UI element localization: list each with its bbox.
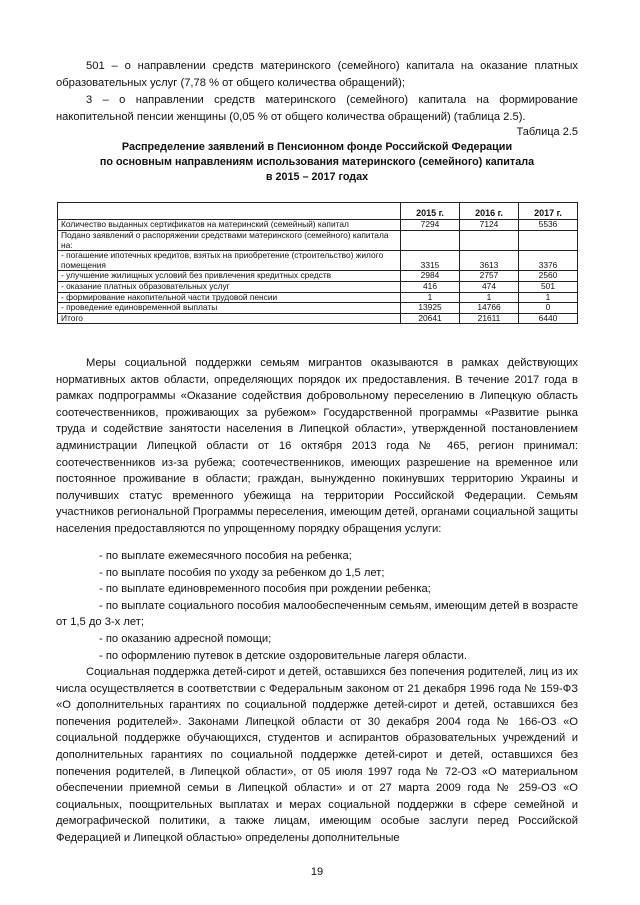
table-cell-value: 1 [460, 292, 519, 303]
list-item: - по оформлению путевок в детские оздоровительные лагеря области. [99, 649, 468, 662]
table-title-line-3: в 2015 – 2017 годах [265, 171, 369, 183]
table-cell-label: - формирование накопительной части трудовой пенсии [58, 292, 401, 303]
table-row [58, 303, 578, 314]
table-cell-value: 1 [519, 292, 578, 303]
table-cell-value: 6440 [519, 313, 578, 324]
table-header-row [58, 203, 578, 220]
table-cell-value: 2560 [519, 271, 578, 282]
list-item: - по оказанию адресной помощи; [99, 632, 272, 645]
table-header-cell: 2015 г. [401, 203, 460, 220]
table-title-line-2: по основным направлениям использования материнского (семейного) капитала [99, 156, 535, 168]
table-cell-label: Итого [58, 313, 401, 324]
table-cell-value: 2984 [401, 271, 460, 282]
table-header-cell: 2017 г. [519, 203, 578, 220]
table-cell-value: 0 [519, 303, 578, 314]
table-cell-label: - оказание платных образовательных услуг [58, 281, 401, 292]
table-row [58, 231, 578, 251]
table-cell-value [401, 231, 460, 251]
table-cell-value: 3613 [460, 251, 519, 271]
table-cell-value: 13925 [401, 303, 460, 314]
table-cell-value: 20641 [401, 313, 460, 324]
table-header-cell: 2016 г. [460, 203, 519, 220]
table-cell-value: 474 [460, 281, 519, 292]
list-item: - по выплате единовременного пособия при рождении ребенка; [99, 583, 431, 596]
table-row [58, 220, 578, 231]
table-label: Таблица 2.5 [516, 126, 578, 138]
distribution-table [57, 202, 578, 324]
table-row [58, 251, 578, 271]
intro-paragraph-1: 501 – о направлении средств материнского (семейного) капитала на оказание платных образовательных услуг (7,78 % от общего количества обращений); [56, 60, 578, 89]
table-cell-value: 3315 [401, 251, 460, 271]
table-row [58, 271, 578, 282]
table-header-cell [58, 203, 401, 220]
table-cell-label: Подано заявлений о распоряжении средствами материнского (семейного) капитала на: [58, 231, 401, 251]
table-cell-label: Количество выданных сертификатов на материнский (семейный) капитал [58, 220, 401, 231]
table-cell-value: 5536 [519, 220, 578, 231]
table-cell-value: 7124 [460, 220, 519, 231]
intro-paragraph-2: 3 – о направлении средств материнского (семейного) капитала на формирование накопительной пенсии женщины (0,05 % от общего количества обращений) (таблица 2.5). [56, 94, 578, 123]
table-cell-value [460, 231, 519, 251]
migrant-support-paragraph: Меры социальной поддержки семьям мигрантов оказываются в рамках действующих нормативных актов области, определяющих порядок их предоставления. В течение 2017 года в рамках подпрограммы «Оказание содействия добровольному переселению в Липецкую область соотечественников, проживающих за рубежом» Государственной программы «Развитие рынка труда и содействие занятости населения в Липецкой области», утвержденной постановлением администрации Липецкой области от 16 октября 2013 года № 465, регион принимал: соотечественников из-за рубежа; соотечественников, имеющих разрешение на временное или постоянное проживание в области; граждан, вынужденно покинувших территорию Украины и получивших статус временного убежища на территории Российской Федерации. Семьям участников региональной Программы переселения, имеющим детей, органами социальной защиты населения предоставляются по упрощенному порядку обращения услуги: [56, 357, 578, 535]
table-cell-value: 501 [519, 281, 578, 292]
table-row-total [58, 313, 578, 324]
table-row [58, 281, 578, 292]
table-cell-value: 416 [401, 281, 460, 292]
table-title-line-1: Распределение заявлений в Пенсионном фонде Российской Федерации [121, 141, 513, 153]
orphan-support-paragraph: Социальная поддержка детей-сирот и детей, оставшихся без попечения родителей, лиц из их числа осуществляется в соответствии с Федеральным законом от 21 декабря 1996 года № 159-ФЗ «О дополнительных гарантиях по социальной поддержке детей-сирот и детей, оставшихся без попечения родителей». Законами Липецкой области от 30 декабря 2004 года № 166-ОЗ «О социальной поддержке обучающихся, студентов и аспирантов образовательных учреждений и дополнительных гарантиях по социальной поддержке детей-сирот и детей, оставшихся без попечения родителей, в Липецкой области», от 05 июля 1997 года № 72-ОЗ «О материальном обеспечении приемной семьи в Липецкой области» и от 27 марта 2009 года № 259-ОЗ «О социальных, поощрительных выплатах и мерах социальной поддержки в сфере семейной и демографической политики, а также лицам, имеющим особые заслуги перед Российской Федерацией и Липецкой областью» определены дополнительные [56, 666, 578, 844]
table-cell-value: 14766 [460, 303, 519, 314]
table-cell-label: - улучшение жилищных условий без привлечения кредитных средств [58, 271, 401, 282]
list-item: - по выплате социального пособия малообеспеченным семьям, имеющим детей в возрасте от 1,5 до 3-х лет; [56, 599, 578, 629]
table-cell-label: - погашение ипотечных кредитов, взятых на приобретение (строительство) жилого помещения [58, 251, 401, 271]
page-number: 19 [310, 866, 324, 878]
table-cell-value: 2757 [460, 271, 519, 282]
list-item: - по выплате пособия по уходу за ребенком до 1,5 лет; [99, 566, 385, 579]
table-cell-label: - проведение единовременной выплаты [58, 303, 401, 314]
list-item: - по выплате ежемесячного пособия на ребенка; [99, 550, 352, 562]
table-cell-value: 1 [401, 292, 460, 303]
table-row [58, 292, 578, 303]
table-cell-value: 7294 [401, 220, 460, 231]
table-cell-value [519, 231, 578, 251]
table-cell-value: 21611 [460, 313, 519, 324]
table-cell-value: 3376 [519, 251, 578, 271]
services-list [56, 548, 578, 664]
